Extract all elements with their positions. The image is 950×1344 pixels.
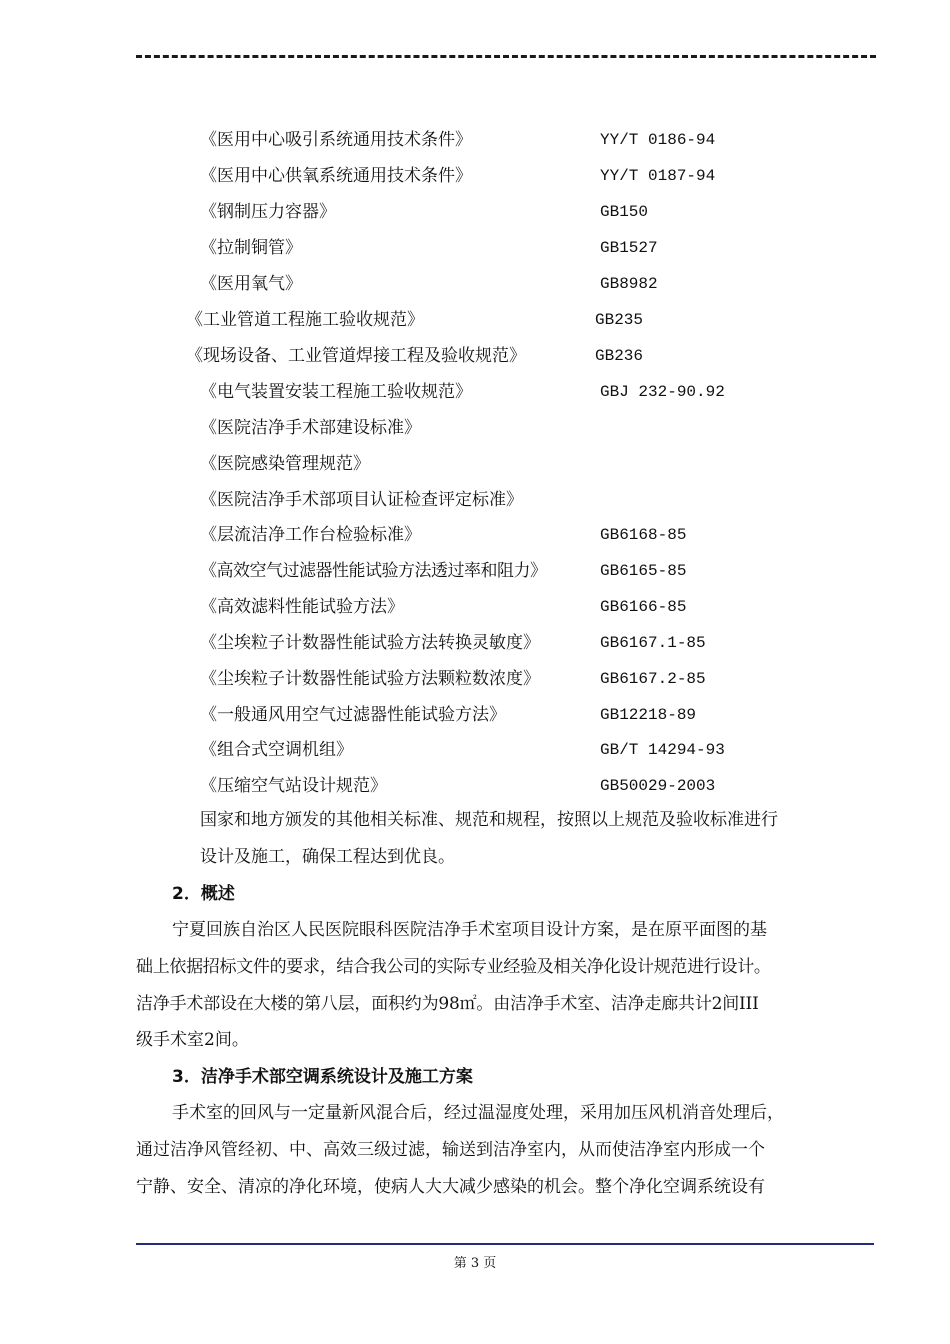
standard-title: 《医用中心供氧系统通用技术条件》 bbox=[200, 166, 472, 186]
standard-code: GB236 bbox=[595, 347, 644, 365]
standard-code: GB6168-85 bbox=[600, 526, 687, 544]
standard-code: GB6166-85 bbox=[600, 598, 687, 616]
standard-title: 《尘埃粒子计数器性能试验方法颗粒数浓度》 bbox=[200, 669, 540, 689]
standard-code: GB6167.1-85 bbox=[600, 634, 706, 652]
standard-code: GB6167.2-85 bbox=[600, 670, 706, 688]
closing-line: 设计及施工，确保工程达到优良。 bbox=[200, 847, 455, 867]
standard-title: 《医院感染管理规范》 bbox=[200, 454, 370, 474]
standard-code: GB1527 bbox=[600, 239, 658, 257]
paragraph-line: 通过洁净风管经初、中、高效三级过滤，输送到洁净室内，从而使洁净室内形成一个 bbox=[136, 1140, 765, 1160]
standard-title: 《尘埃粒子计数器性能试验方法转换灵敏度》 bbox=[200, 633, 540, 653]
standard-code: YY/T 0186-94 bbox=[600, 131, 716, 149]
paragraph-line: 宁夏回族自治区人民医院眼科医院洁净手术室项目设计方案，是在原平面图的基 bbox=[172, 920, 767, 940]
paragraph-line: 础上依据招标文件的要求，结合我公司的实际专业经验及相关净化设计规范进行设计。 bbox=[136, 957, 771, 977]
header-dashed-rule bbox=[136, 55, 876, 58]
paragraph-line: 级手术室2间。 bbox=[136, 1030, 249, 1050]
section-heading: 3．洁净手术部空调系统设计及施工方案 bbox=[172, 1067, 473, 1087]
standard-code: GBJ 232-90.92 bbox=[600, 383, 725, 401]
standard-code: GB6165-85 bbox=[600, 562, 687, 580]
standard-title: 《医用氧气》 bbox=[200, 274, 302, 294]
standard-title: 《钢制压力容器》 bbox=[200, 202, 336, 222]
page-number: 第 3 页 bbox=[453, 1256, 497, 1271]
paragraph-line: 洁净手术部设在大楼的第八层，面积约为98㎡。由洁净手术室、洁净走廊共计2间III bbox=[136, 994, 759, 1014]
standard-code: GB/T 14294-93 bbox=[600, 741, 725, 759]
standard-title: 《工业管道工程施工验收规范》 bbox=[186, 310, 424, 330]
footer-rule bbox=[136, 1243, 874, 1245]
standard-title: 《压缩空气站设计规范》 bbox=[200, 776, 387, 796]
standard-title: 《医用中心吸引系统通用技术条件》 bbox=[200, 130, 472, 150]
standard-code: GB12218-89 bbox=[600, 706, 697, 724]
standard-title: 《高效空气过滤器性能试验方法透过率和阻力》 bbox=[200, 561, 547, 581]
standard-code: GB235 bbox=[595, 311, 644, 329]
standard-code: GB150 bbox=[600, 203, 649, 221]
paragraph-line: 手术室的回风与一定量新风混合后，经过温湿度处理，采用加压风机消音处理后， bbox=[172, 1103, 784, 1123]
standard-title: 《电气装置安装工程施工验收规范》 bbox=[200, 382, 472, 402]
standard-title: 《医院洁净手术部建设标准》 bbox=[200, 418, 421, 438]
standard-title: 《医院洁净手术部项目认证检查评定标准》 bbox=[200, 490, 523, 510]
standard-code: GB8982 bbox=[600, 275, 658, 293]
standard-title: 《组合式空调机组》 bbox=[200, 740, 353, 760]
paragraph-line: 宁静、安全、清凉的净化环境，使病人大大减少感染的机会。整个净化空调系统设有 bbox=[136, 1177, 765, 1197]
standard-title: 《一般通风用空气过滤器性能试验方法》 bbox=[200, 705, 506, 725]
closing-line: 国家和地方颁发的其他相关标准、规范和规程，按照以上规范及验收标准进行 bbox=[200, 810, 778, 830]
standard-title: 《拉制铜管》 bbox=[200, 238, 302, 258]
standard-title: 《现场设备、工业管道焊接工程及验收规范》 bbox=[186, 346, 526, 366]
standard-title: 《高效滤料性能试验方法》 bbox=[200, 597, 404, 617]
standard-code: GB50029-2003 bbox=[600, 777, 716, 795]
standard-code: YY/T 0187-94 bbox=[600, 167, 716, 185]
section-heading: 2．概述 bbox=[172, 884, 235, 904]
standard-title: 《层流洁净工作台检验标准》 bbox=[200, 525, 421, 545]
